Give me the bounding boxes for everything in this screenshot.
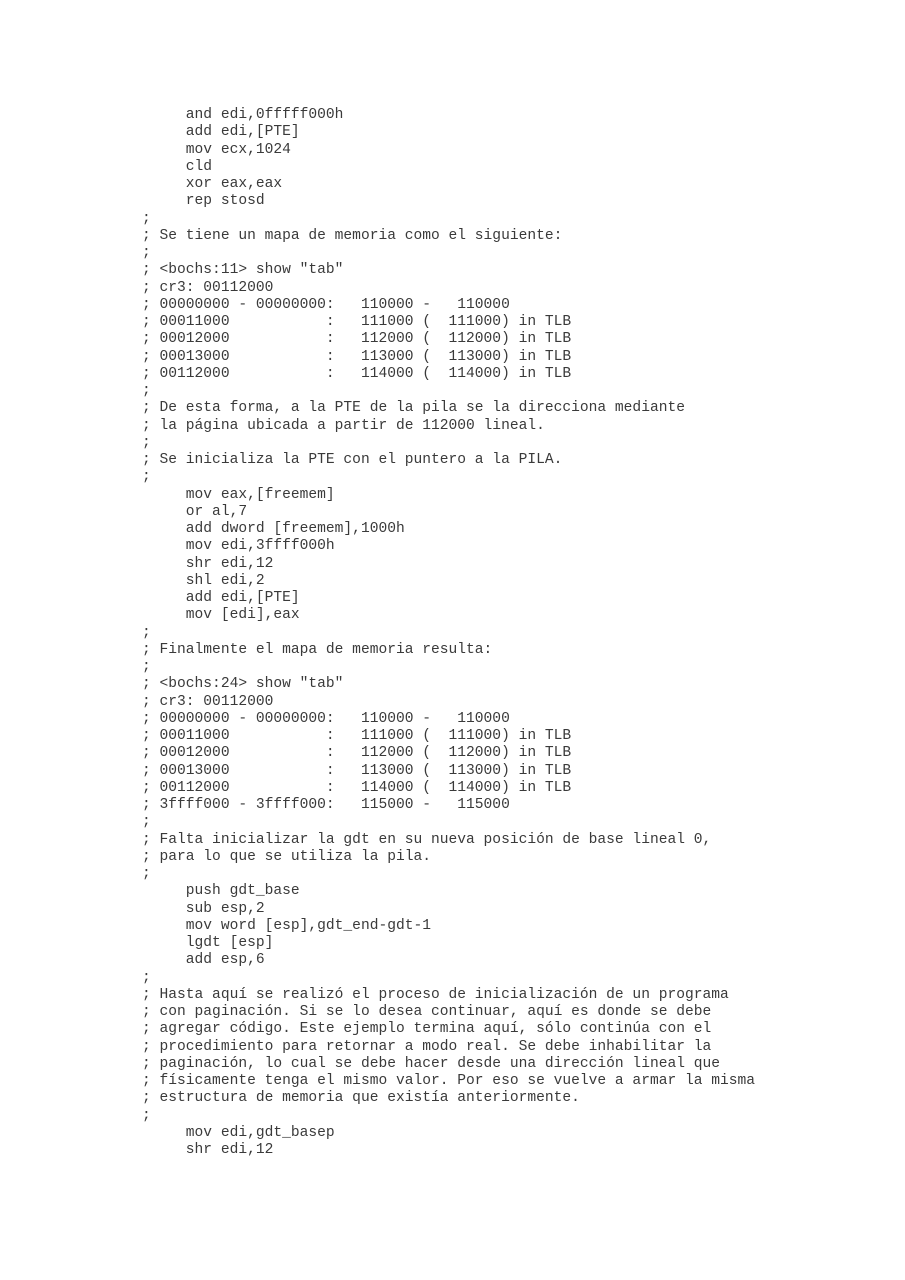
code-line: ; xyxy=(142,469,151,486)
code-line: mov eax,[freemem] xyxy=(142,486,335,503)
code-line: ; 00012000 : 112000 ( 112000) in TLB xyxy=(142,331,572,348)
code-line: ; Finalmente el mapa de memoria resulta: xyxy=(142,641,493,658)
code-line: ; <bochs:11> show "tab" xyxy=(142,262,344,279)
code-line: ; estructura de memoria que existía anteriormente. xyxy=(142,1090,580,1107)
code-line: ; 00112000 : 114000 ( 114000) in TLB xyxy=(142,365,572,382)
code-line: mov word [esp],gdt_end-gdt-1 xyxy=(142,917,432,934)
code-line: ; xyxy=(142,624,151,641)
code-line: ; agregar código. Este ejemplo termina aquí, sólo continúa con el xyxy=(142,1021,712,1038)
code-line: ; 00000000 - 00000000: 110000 - 110000 xyxy=(142,296,510,313)
code-line: ; De esta forma, a la PTE de la pila se la direcciona mediante xyxy=(142,400,685,417)
code-line: ; xyxy=(142,245,151,261)
code-line: ; xyxy=(142,383,151,399)
code-line: shr edi,12 xyxy=(142,555,274,572)
code-line: ; 00013000 : 113000 ( 113000) in TLB xyxy=(142,762,572,779)
code-line: ; para lo que se utiliza la pila. xyxy=(142,848,432,865)
code-line: ; 00112000 : 114000 ( 114000) in TLB xyxy=(142,779,572,796)
code-line: shl edi,2 xyxy=(142,572,265,589)
code-line: ; xyxy=(142,210,151,227)
code-line: rep stosd xyxy=(142,193,265,210)
code-line: ; xyxy=(142,1107,151,1124)
code-line: add edi,[PTE] xyxy=(142,124,300,141)
code-line: ; 00013000 : 113000 ( 113000) in TLB xyxy=(142,348,572,365)
code-line: xor eax,eax xyxy=(142,176,283,192)
code-line: ; 00011000 : 111000 ( 111000) in TLB xyxy=(142,728,572,744)
code-line: shr edi,12 xyxy=(142,1142,274,1158)
code-line: mov edi,3ffff000h xyxy=(142,538,335,555)
code-line: ; la página ubicada a partir de 112000 lineal. xyxy=(142,417,545,434)
code-line: ; xyxy=(142,434,151,451)
code-line: ; Se tiene un mapa de memoria como el siguiente: xyxy=(142,227,563,244)
code-line: mov ecx,1024 xyxy=(142,141,291,158)
code-line: ; xyxy=(142,969,151,986)
code-line: ; físicamente tenga el mismo valor. Por eso se vuelve a armar la misma xyxy=(142,1073,756,1089)
code-line: ; 00011000 : 111000 ( 111000) in TLB xyxy=(142,314,572,330)
code-line: ; Falta inicializar la gdt en su nueva posición de base lineal 0, xyxy=(142,831,712,848)
code-line: ; Se inicializa la PTE con el puntero a la PILA. xyxy=(142,452,563,468)
code-line: ; <bochs:24> show "tab" xyxy=(142,676,344,693)
code-line: ; xyxy=(142,659,151,675)
code-line: add esp,6 xyxy=(142,952,265,969)
code-line: mov edi,gdt_basep xyxy=(142,1124,335,1141)
code-line: ; 3ffff000 - 3ffff000: 115000 - 115000 xyxy=(142,797,510,813)
code-line: lgdt [esp] xyxy=(142,935,274,951)
code-listing xyxy=(142,107,755,1159)
code-line: sub esp,2 xyxy=(142,900,265,917)
code-line: cld xyxy=(142,158,213,175)
code-line: ; procedimiento para retornar a modo real. Se debe inhabilitar la xyxy=(142,1038,712,1055)
code-line: ; paginación, lo cual se debe hacer desde una dirección lineal que xyxy=(142,1055,721,1072)
code-line: or al,7 xyxy=(142,503,248,520)
code-line: ; xyxy=(142,814,151,831)
code-line: ; cr3: 00112000 xyxy=(142,693,274,710)
code-line: ; xyxy=(142,866,151,882)
code-line: push gdt_base xyxy=(142,883,300,900)
code-line: ; 00012000 : 112000 ( 112000) in TLB xyxy=(142,745,572,762)
code-line: ; Hasta aquí se realizó el proceso de inicialización de un programa xyxy=(142,986,729,1003)
code-line: ; 00000000 - 00000000: 110000 - 110000 xyxy=(142,710,510,727)
code-line: ; cr3: 00112000 xyxy=(142,279,274,296)
code-line: add dword [freemem],1000h xyxy=(142,521,405,537)
code-line: add edi,[PTE] xyxy=(142,590,300,606)
code-line: ; con paginación. Si se lo desea continuar, aquí es donde se debe xyxy=(142,1004,712,1020)
code-line: mov [edi],eax xyxy=(142,607,300,624)
code-line: and edi,0fffff000h xyxy=(142,107,344,123)
